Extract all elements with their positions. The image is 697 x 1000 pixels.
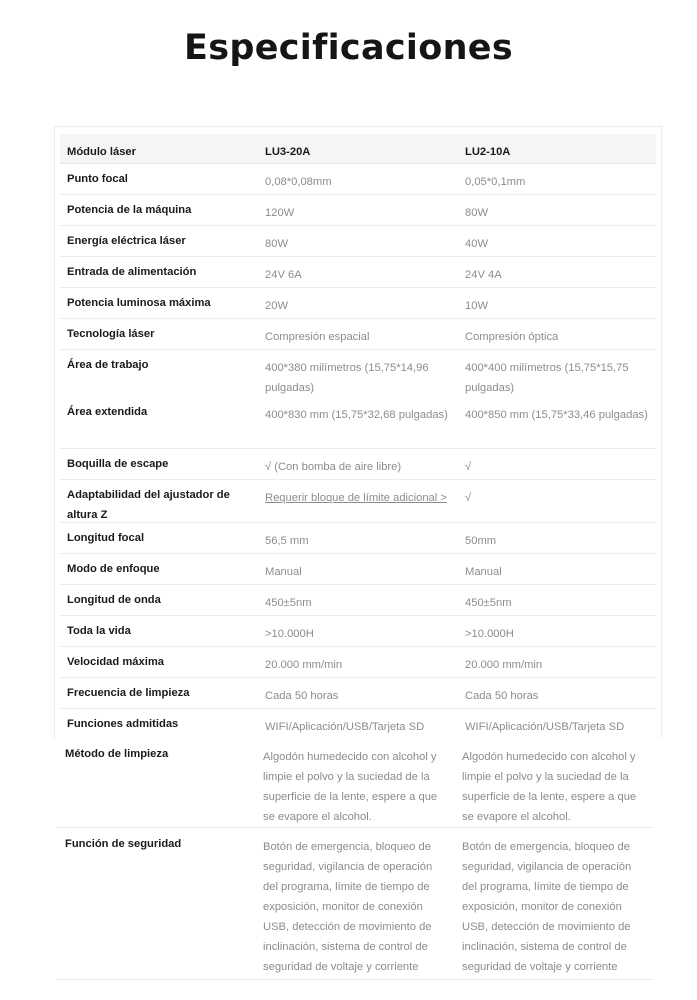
row-label: Modo de enfoque xyxy=(67,563,160,575)
row-label: Toda la vida xyxy=(67,625,131,637)
row-label: Longitud focal xyxy=(67,532,145,544)
table-row xyxy=(60,397,656,448)
table-row xyxy=(60,195,656,226)
extra-limit-block-link[interactable]: Requerir bloque de límite adicional > xyxy=(265,492,447,504)
row-value-a: 20W xyxy=(265,300,289,312)
row-value-a: 400*830 mm (15,75*32,68 pulgadas) xyxy=(265,409,448,421)
row-value-b: Manual xyxy=(465,566,502,578)
table-row xyxy=(60,554,656,585)
row-value-b: 400*400 milímetros (15,75*15,75 pulgadas) xyxy=(465,362,629,394)
row-label: Tecnología láser xyxy=(67,328,155,340)
row-value-b: 80W xyxy=(465,207,489,219)
row-label: Potencia luminosa máxima xyxy=(67,297,211,309)
row-value-a: >10.000H xyxy=(265,628,314,640)
table-row xyxy=(60,585,656,616)
row-value-a: Botón de emergencia, bloqueo de seguridad, vigilancia de operación del programa, límite de tiempo de exposición, monitor de conexión USB, detección de movimiento de inclinación, sistema de control de seguridad de voltaje y corriente xyxy=(263,841,433,973)
row-value-b: >10.000H xyxy=(465,628,514,640)
table-row xyxy=(60,319,656,350)
table-row xyxy=(60,350,656,397)
row-label: Velocidad máxima xyxy=(67,656,165,668)
row-label: Potencia de la máquina xyxy=(67,204,192,216)
row-label: Adaptabilidad del ajustador de altura Z xyxy=(67,489,230,521)
row-value-b: 20.000 mm/min xyxy=(465,659,543,671)
row-value-a: Compresión espacial xyxy=(265,331,370,343)
row-value-a: WIFI/Aplicación/USB/Tarjeta SD xyxy=(265,721,425,733)
row-label: Funciones admitidas xyxy=(67,718,179,730)
row-label: Frecuencia de limpieza xyxy=(67,687,190,699)
row-value-a: Manual xyxy=(265,566,302,578)
row-value-b: 50mm xyxy=(465,535,497,547)
table-row xyxy=(60,678,656,709)
row-label: Método de limpieza xyxy=(65,748,169,760)
table-row xyxy=(60,449,656,480)
row-value-a: 20.000 mm/min xyxy=(265,659,343,671)
row-value-b: 24V 4A xyxy=(465,269,502,281)
row-value-b: 450±5nm xyxy=(465,597,512,609)
row-value-a: √ (Con bomba de aire libre) xyxy=(265,461,402,473)
area-group xyxy=(60,350,656,449)
row-label: Punto focal xyxy=(67,173,128,185)
row-value-b: 0,05*0,1mm xyxy=(465,176,526,188)
table-row xyxy=(56,738,654,828)
table-header-row xyxy=(60,134,656,164)
header-model-b: LU2-10A xyxy=(465,146,511,158)
row-value-b: WIFI/Aplicación/USB/Tarjeta SD xyxy=(465,721,625,733)
row-label: Área de trabajo xyxy=(67,359,149,371)
row-value-a: Algodón humedecido con alcohol y limpie el polvo y la suciedad de la superficie de la lente, espere a que se evapore el alcohol. xyxy=(263,751,438,823)
row-label: Entrada de alimentación xyxy=(67,266,197,278)
row-value-a: 24V 6A xyxy=(265,269,302,281)
row-label: Longitud de onda xyxy=(67,594,161,606)
row-value-a: 80W xyxy=(265,238,289,250)
header-label: Módulo láser xyxy=(67,146,136,158)
table-row xyxy=(60,616,656,647)
header-model-a: LU3-20A xyxy=(265,146,311,158)
table-row xyxy=(60,480,656,523)
table-row xyxy=(60,709,656,740)
row-label: Energía eléctrica láser xyxy=(67,235,186,247)
row-value-b: 40W xyxy=(465,238,489,250)
spec-table xyxy=(60,134,656,740)
row-value-a: 400*380 milímetros (15,75*14,96 pulgadas) xyxy=(265,362,429,394)
table-row xyxy=(56,828,654,980)
table-row xyxy=(60,257,656,288)
table-row xyxy=(60,647,656,678)
row-label: Función de seguridad xyxy=(65,838,182,850)
row-value-a: Cada 50 horas xyxy=(265,690,339,702)
row-value-b: Algodón humedecido con alcohol y limpie el polvo y la suciedad de la superficie de la lente, espere a que se evapore el alcohol. xyxy=(462,751,637,823)
row-value-b: √ xyxy=(465,492,472,504)
row-value-a: 56,5 mm xyxy=(265,535,309,547)
table-row xyxy=(60,523,656,554)
table-row xyxy=(60,164,656,195)
table-row xyxy=(60,288,656,319)
row-value-b: 10W xyxy=(465,300,489,312)
row-value-a: 0,08*0,08mm xyxy=(265,176,332,188)
row-value-a: 120W xyxy=(265,207,295,219)
row-label: Área extendida xyxy=(67,406,148,418)
row-label: Boquilla de escape xyxy=(67,458,169,470)
table-row xyxy=(60,226,656,257)
row-value-b: Botón de emergencia, bloqueo de seguridad, vigilancia de operación del programa, límite de tiempo de exposición, monitor de conexión USB, detección de movimiento de inclinación, sistema de control de seguridad de voltaje y corriente xyxy=(462,841,632,973)
row-value-b: 400*850 mm (15,75*33,46 pulgadas) xyxy=(465,409,648,421)
spec-table-lower xyxy=(56,738,654,980)
page-title: Especificaciones xyxy=(184,28,513,68)
row-value-b: Cada 50 horas xyxy=(465,690,539,702)
row-value-b: Compresión óptica xyxy=(465,331,559,343)
row-value-a: 450±5nm xyxy=(265,597,312,609)
row-value-a xyxy=(259,480,459,522)
row-value-b: √ xyxy=(465,461,472,473)
